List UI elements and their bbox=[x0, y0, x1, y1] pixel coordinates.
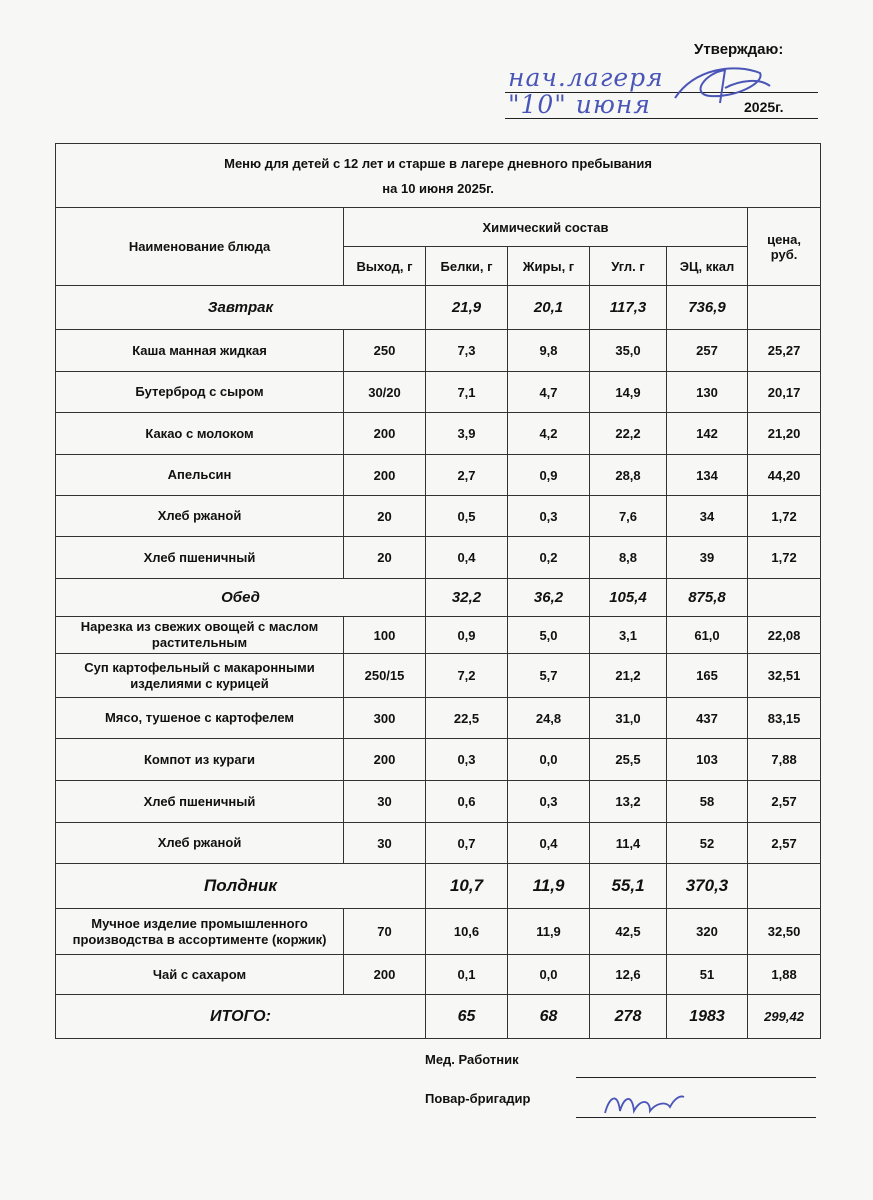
dish-fat: 4,7 bbox=[508, 372, 590, 413]
table-row bbox=[56, 781, 821, 823]
dish-fat: 9,8 bbox=[508, 330, 590, 372]
approval-year: 2025г. bbox=[744, 99, 784, 115]
dish-header: Наименование блюда bbox=[56, 208, 344, 286]
dish-name: Каша манная жидкая bbox=[56, 330, 344, 372]
header-row-1 bbox=[56, 208, 821, 247]
column-header-fat: Жиры, г bbox=[508, 247, 590, 286]
dish-kcal: 103 bbox=[667, 739, 748, 781]
dish-carbs: 14,9 bbox=[590, 372, 667, 413]
section-total-carbs: 105,4 bbox=[590, 579, 667, 617]
menu-title-line2: на 10 июня 2025г. bbox=[382, 180, 494, 196]
dish-output: 100 bbox=[344, 617, 426, 654]
approver-position-handwritten: нач.лагеря bbox=[508, 63, 664, 92]
dish-fat: 0,4 bbox=[508, 823, 590, 864]
dish-kcal: 165 bbox=[667, 654, 748, 698]
approval-date-handwritten: "10" июня bbox=[508, 90, 651, 119]
total-price: 299,42 bbox=[748, 995, 821, 1039]
total-row bbox=[56, 995, 821, 1039]
cook-signature-line bbox=[576, 1117, 816, 1118]
dish-protein: 0,6 bbox=[426, 781, 508, 823]
table-row bbox=[56, 698, 821, 739]
dish-protein: 22,5 bbox=[426, 698, 508, 739]
dish-kcal: 58 bbox=[667, 781, 748, 823]
dish-output: 200 bbox=[344, 955, 426, 995]
dish-name: Чай с сахаром bbox=[56, 955, 344, 995]
dish-price: 7,88 bbox=[748, 739, 821, 781]
dish-protein: 7,2 bbox=[426, 654, 508, 698]
dish-price: 25,27 bbox=[748, 330, 821, 372]
dish-fat: 0,9 bbox=[508, 455, 590, 496]
cook-signature bbox=[600, 1085, 690, 1120]
date-line bbox=[505, 118, 818, 119]
section-price-empty bbox=[748, 286, 821, 330]
section-row bbox=[56, 286, 821, 330]
section-total-fat: 36,2 bbox=[508, 579, 590, 617]
dish-output: 70 bbox=[344, 909, 426, 955]
dish-kcal: 34 bbox=[667, 496, 748, 537]
section-total-kcal: 736,9 bbox=[667, 286, 748, 330]
dish-fat: 24,8 bbox=[508, 698, 590, 739]
dish-price: 1,72 bbox=[748, 537, 821, 579]
dish-kcal: 51 bbox=[667, 955, 748, 995]
table-row bbox=[56, 823, 821, 864]
dish-fat: 0,3 bbox=[508, 781, 590, 823]
dish-output: 30 bbox=[344, 781, 426, 823]
dish-output: 20 bbox=[344, 496, 426, 537]
table-row bbox=[56, 330, 821, 372]
dish-fat: 4,2 bbox=[508, 413, 590, 455]
dish-protein: 10,6 bbox=[426, 909, 508, 955]
dish-carbs: 11,4 bbox=[590, 823, 667, 864]
dish-kcal: 130 bbox=[667, 372, 748, 413]
cook-label: Повар-бригадир bbox=[425, 1091, 531, 1106]
dish-carbs: 12,6 bbox=[590, 955, 667, 995]
title-row bbox=[56, 144, 821, 208]
dish-fat: 0,2 bbox=[508, 537, 590, 579]
dish-output: 300 bbox=[344, 698, 426, 739]
total-kcal: 1983 bbox=[667, 995, 748, 1039]
dish-protein: 7,3 bbox=[426, 330, 508, 372]
dish-price: 44,20 bbox=[748, 455, 821, 496]
column-header-kcal: ЭЦ, ккал bbox=[667, 247, 748, 286]
dish-name: Хлеб пшеничный bbox=[56, 781, 344, 823]
dish-price: 1,88 bbox=[748, 955, 821, 995]
table-row bbox=[56, 455, 821, 496]
dish-name: Суп картофельный с макаронными изделиями с курицей bbox=[56, 654, 344, 698]
section-total-carbs: 117,3 bbox=[590, 286, 667, 330]
dish-name: Апельсин bbox=[56, 455, 344, 496]
dish-kcal: 437 bbox=[667, 698, 748, 739]
dish-price: 83,15 bbox=[748, 698, 821, 739]
dish-price: 21,20 bbox=[748, 413, 821, 455]
price-header: цена, руб. bbox=[748, 208, 821, 286]
dish-fat: 5,7 bbox=[508, 654, 590, 698]
total-label: ИТОГО: bbox=[56, 995, 426, 1039]
dish-output: 200 bbox=[344, 413, 426, 455]
section-total-kcal: 875,8 bbox=[667, 579, 748, 617]
dish-output: 250 bbox=[344, 330, 426, 372]
dish-name: Бутерброд с сыром bbox=[56, 372, 344, 413]
dish-fat: 5,0 bbox=[508, 617, 590, 654]
dish-kcal: 134 bbox=[667, 455, 748, 496]
dish-kcal: 142 bbox=[667, 413, 748, 455]
section-name: Полдник bbox=[56, 864, 426, 909]
table-row bbox=[56, 617, 821, 654]
chem-header: Химический состав bbox=[344, 208, 748, 247]
dish-output: 250/15 bbox=[344, 654, 426, 698]
dish-price: 22,08 bbox=[748, 617, 821, 654]
dish-kcal: 52 bbox=[667, 823, 748, 864]
table-row bbox=[56, 413, 821, 455]
dish-output: 200 bbox=[344, 455, 426, 496]
dish-price: 20,17 bbox=[748, 372, 821, 413]
approval-label: Утверждаю: bbox=[694, 41, 784, 58]
section-total-fat: 20,1 bbox=[508, 286, 590, 330]
dish-protein: 7,1 bbox=[426, 372, 508, 413]
table-row bbox=[56, 739, 821, 781]
total-protein: 65 bbox=[426, 995, 508, 1039]
dish-protein: 0,9 bbox=[426, 617, 508, 654]
table-row bbox=[56, 654, 821, 698]
section-name: Обед bbox=[56, 579, 426, 617]
dish-carbs: 7,6 bbox=[590, 496, 667, 537]
section-price-empty bbox=[748, 579, 821, 617]
menu-title bbox=[56, 144, 821, 208]
section-row bbox=[56, 579, 821, 617]
dish-name: Мясо, тушеное с картофелем bbox=[56, 698, 344, 739]
dish-carbs: 31,0 bbox=[590, 698, 667, 739]
section-price-empty bbox=[748, 864, 821, 909]
dish-name: Хлеб ржаной bbox=[56, 823, 344, 864]
dish-protein: 0,4 bbox=[426, 537, 508, 579]
menu-title-line1: Меню для детей с 12 лет и старше в лагере дневного пребывания bbox=[224, 155, 652, 171]
dish-kcal: 320 bbox=[667, 909, 748, 955]
dish-protein: 0,7 bbox=[426, 823, 508, 864]
dish-kcal: 61,0 bbox=[667, 617, 748, 654]
dish-name: Хлеб ржаной bbox=[56, 496, 344, 537]
dish-price: 2,57 bbox=[748, 781, 821, 823]
dish-protein: 0,5 bbox=[426, 496, 508, 537]
section-name: Завтрак bbox=[56, 286, 426, 330]
dish-price: 2,57 bbox=[748, 823, 821, 864]
dish-price: 1,72 bbox=[748, 496, 821, 537]
table-row bbox=[56, 372, 821, 413]
dish-price: 32,51 bbox=[748, 654, 821, 698]
menu-table bbox=[55, 143, 821, 1039]
dish-carbs: 13,2 bbox=[590, 781, 667, 823]
table-row bbox=[56, 496, 821, 537]
dish-fat: 0,0 bbox=[508, 739, 590, 781]
dish-carbs: 21,2 bbox=[590, 654, 667, 698]
dish-carbs: 22,2 bbox=[590, 413, 667, 455]
dish-kcal: 257 bbox=[667, 330, 748, 372]
dish-protein: 0,3 bbox=[426, 739, 508, 781]
dish-carbs: 42,5 bbox=[590, 909, 667, 955]
medic-label: Мед. Работник bbox=[425, 1052, 519, 1067]
column-header-protein: Белки, г bbox=[426, 247, 508, 286]
dish-protein: 2,7 bbox=[426, 455, 508, 496]
dish-carbs: 28,8 bbox=[590, 455, 667, 496]
section-total-fat: 11,9 bbox=[508, 864, 590, 909]
column-header-output: Выход, г bbox=[344, 247, 426, 286]
dish-protein: 0,1 bbox=[426, 955, 508, 995]
dish-carbs: 25,5 bbox=[590, 739, 667, 781]
total-carbs: 278 bbox=[590, 995, 667, 1039]
dish-kcal: 39 bbox=[667, 537, 748, 579]
total-fat: 68 bbox=[508, 995, 590, 1039]
column-header-carbs: Угл. г bbox=[590, 247, 667, 286]
dish-fat: 11,9 bbox=[508, 909, 590, 955]
medic-signature-line bbox=[576, 1077, 816, 1078]
section-total-protein: 10,7 bbox=[426, 864, 508, 909]
dish-fat: 0,3 bbox=[508, 496, 590, 537]
section-total-protein: 32,2 bbox=[426, 579, 508, 617]
section-total-carbs: 55,1 bbox=[590, 864, 667, 909]
dish-carbs: 8,8 bbox=[590, 537, 667, 579]
section-row bbox=[56, 864, 821, 909]
dish-output: 200 bbox=[344, 739, 426, 781]
table-row bbox=[56, 909, 821, 955]
dish-name: Мучное изделие промышленного производства в ассортименте (коржик) bbox=[56, 909, 344, 955]
dish-name: Хлеб пшеничный bbox=[56, 537, 344, 579]
dish-fat: 0,0 bbox=[508, 955, 590, 995]
dish-name: Какао с молоком bbox=[56, 413, 344, 455]
dish-carbs: 3,1 bbox=[590, 617, 667, 654]
dish-name: Нарезка из свежих овощей с маслом растительным bbox=[56, 617, 344, 654]
dish-output: 30 bbox=[344, 823, 426, 864]
dish-output: 30/20 bbox=[344, 372, 426, 413]
dish-protein: 3,9 bbox=[426, 413, 508, 455]
table-row bbox=[56, 955, 821, 995]
dish-carbs: 35,0 bbox=[590, 330, 667, 372]
section-total-protein: 21,9 bbox=[426, 286, 508, 330]
section-total-kcal: 370,3 bbox=[667, 864, 748, 909]
dish-name: Компот из кураги bbox=[56, 739, 344, 781]
dish-output: 20 bbox=[344, 537, 426, 579]
dish-price: 32,50 bbox=[748, 909, 821, 955]
table-row bbox=[56, 537, 821, 579]
